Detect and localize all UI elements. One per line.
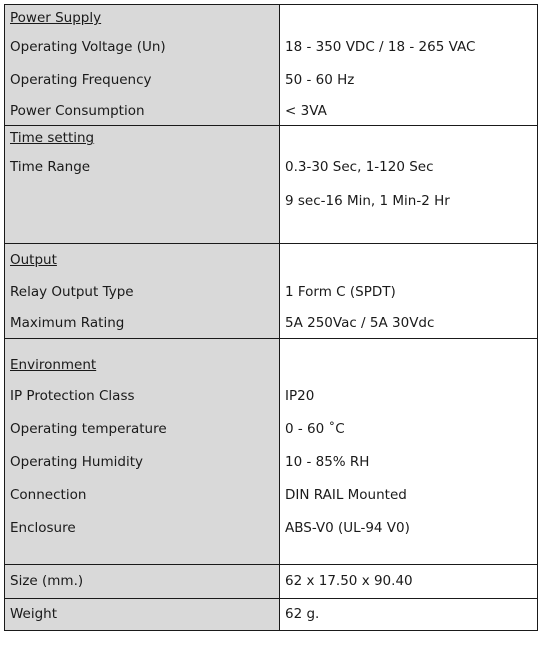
weight-label: Weight <box>10 606 58 622</box>
ip-protection-class-label: IP Protection Class <box>10 388 135 404</box>
operating-temperature-value: 0 - 60 ˚C <box>285 421 345 437</box>
weight-label-cell <box>5 599 280 631</box>
maximum-rating-label: Maximum Rating <box>10 315 125 331</box>
enclosure-label: Enclosure <box>10 520 76 536</box>
time-setting-labels <box>5 126 280 244</box>
output-header: Output <box>10 252 57 268</box>
environment-values <box>280 339 538 565</box>
size-value-cell <box>280 565 538 599</box>
output-section <box>5 244 538 339</box>
environment-labels <box>5 339 280 565</box>
output-labels <box>5 244 280 339</box>
enclosure-value: ABS-V0 (UL-94 V0) <box>285 520 410 536</box>
maximum-rating-value: 5A 250Vac / 5A 30Vdc <box>285 315 435 331</box>
operating-humidity-value: 10 - 85% RH <box>285 454 370 470</box>
time-range-label: Time Range <box>10 159 91 175</box>
relay-output-type-value: 1 Form C (SPDT) <box>285 284 396 300</box>
size-label: Size (mm.) <box>10 573 84 589</box>
power-consumption-label: Power Consumption <box>10 103 145 119</box>
size-row <box>5 565 538 599</box>
time-setting-header: Time setting <box>10 130 95 146</box>
ip-protection-class-value: IP20 <box>285 388 315 404</box>
power-supply-values <box>280 5 538 126</box>
operating-frequency-label: Operating Frequency <box>10 72 152 88</box>
time-range-value-2: 9 sec-16 Min, 1 Min-2 Hr <box>285 193 450 209</box>
environment-header: Environment <box>10 357 97 373</box>
power-consumption-value: < 3VA <box>285 103 327 119</box>
weight-row <box>5 599 538 631</box>
size-value: 62 x 17.50 x 90.40 <box>285 573 413 589</box>
environment-section <box>5 339 538 565</box>
relay-output-type-label: Relay Output Type <box>10 284 134 300</box>
time-range-value-1: 0.3-30 Sec, 1-120 Sec <box>285 159 434 175</box>
operating-temperature-label: Operating temperature <box>10 421 167 437</box>
connection-value: DIN RAIL Mounted <box>285 487 407 503</box>
operating-humidity-label: Operating Humidity <box>10 454 143 470</box>
weight-value-cell <box>280 599 538 631</box>
size-label-cell <box>5 565 280 599</box>
connection-label: Connection <box>10 487 87 503</box>
operating-voltage-value: 18 - 350 VDC / 18 - 265 VAC <box>285 39 476 55</box>
time-setting-values <box>280 126 538 244</box>
output-values <box>280 244 538 339</box>
time-setting-section <box>5 126 538 244</box>
operating-frequency-value: 50 - 60 Hz <box>285 72 355 88</box>
spec-table <box>4 4 538 631</box>
operating-voltage-label: Operating Voltage (Un) <box>10 39 166 55</box>
power-supply-section <box>5 5 538 126</box>
power-supply-header: Power Supply <box>10 10 102 26</box>
power-supply-labels <box>5 5 280 126</box>
weight-value: 62 g. <box>285 606 320 622</box>
